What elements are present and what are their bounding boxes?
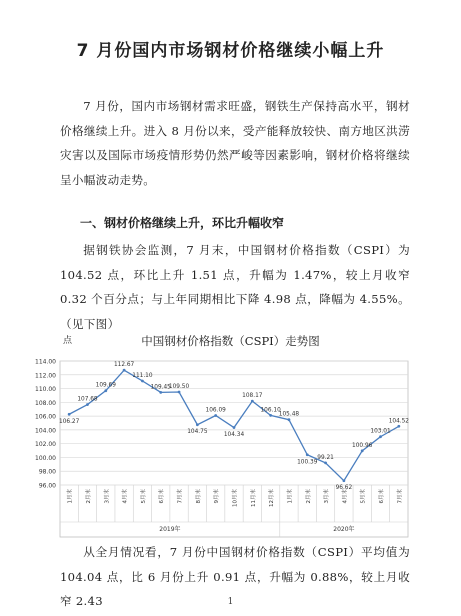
x-tick-label: 12月末: [269, 489, 276, 507]
data-point: [159, 391, 162, 394]
data-point: [123, 369, 126, 372]
data-label: 106.27: [59, 418, 80, 425]
y-tick-label: 110.00: [35, 386, 56, 394]
data-point: [342, 479, 345, 482]
data-point: [68, 413, 71, 416]
x-tick-label: 1月末: [287, 489, 294, 504]
x-tick-label: 8月末: [195, 489, 202, 504]
data-label: 107.68: [77, 396, 98, 403]
data-label: 104.34: [223, 432, 245, 439]
x-tick-label: 10月末: [232, 489, 239, 507]
data-label: 109.45: [150, 384, 171, 391]
x-tick-label: 5月末: [140, 489, 147, 504]
x-tick-label: 2月末: [85, 489, 92, 504]
data-label: 109.69: [95, 382, 116, 389]
chart-title: 中国钢材价格指数（CSPI）走势图: [141, 334, 320, 348]
data-point: [233, 426, 236, 429]
y-tick-label: 114.00: [35, 358, 56, 366]
series-line: [69, 370, 399, 481]
document-title: 7 月份国内市场钢材价格继续小幅上升: [76, 41, 385, 61]
data-label: 99.21: [317, 454, 334, 461]
x-tick-label: 11月末: [250, 489, 257, 507]
data-label: 112.67: [113, 362, 135, 369]
data-point: [397, 425, 400, 428]
section-paragraph: 据钢铁协会监测，7 月末，中国钢材价格指数（CSPI）为 104.52 点，环比上升 1.51 点，升幅为 1.47%，较上月收窄 0.32 个百分点；与上年同期相比下降 4.98 点，降幅为 4.55%。（见下图）: [60, 243, 410, 331]
group-label: 2020年: [333, 526, 355, 533]
y-tick-label: 104.00: [35, 427, 56, 435]
data-point: [288, 418, 291, 421]
data-label: 109.50: [168, 384, 190, 390]
data-point: [141, 380, 144, 383]
data-label: 100.96: [352, 442, 373, 449]
x-tick-label: 1月末: [67, 489, 74, 504]
x-tick-label: 6月末: [379, 489, 386, 504]
data-label: 105.48: [278, 411, 300, 418]
data-label: 111.10: [132, 372, 153, 379]
page-number: 1: [227, 597, 234, 607]
x-tick-label: 4月末: [122, 489, 129, 504]
intro-paragraph: 7 月份，国内市场钢材需求旺盛，钢铁生产保持高水平，钢材价格继续上升。进入 8 月份以来，受产能释放较快、南方地区洪涝灾害以及国际市场疫情形势仍然严峻等因素影响，钢材价格将继续呈小幅波动走势。: [60, 99, 410, 187]
data-point: [269, 414, 272, 417]
data-label: 106.10: [260, 407, 281, 414]
chart-unit-label: 点: [63, 336, 73, 346]
y-tick-label: 106.00: [35, 413, 56, 421]
data-point: [361, 449, 364, 452]
y-tick-label: 112.00: [35, 372, 56, 380]
x-tick-label: 3月末: [324, 489, 331, 504]
data-point: [306, 453, 309, 456]
x-tick-label: 4月末: [342, 489, 349, 504]
y-tick-label: 96.00: [38, 482, 56, 490]
x-tick-label: 7月末: [397, 489, 404, 504]
data-point: [379, 435, 382, 438]
section-heading: 一、钢材价格继续上升，环比升幅收窄: [80, 216, 285, 230]
data-point: [178, 391, 181, 394]
data-label: 106.09: [205, 407, 226, 414]
x-tick-label: 6月末: [159, 489, 166, 504]
data-label: 104.75: [187, 429, 208, 436]
data-label: 96.62: [335, 485, 353, 492]
group-label: 2019年: [159, 526, 181, 533]
data-point: [214, 414, 217, 417]
data-label: 108.17: [242, 393, 263, 400]
x-tick-label: 9月末: [214, 489, 221, 504]
data-label: 104.52: [388, 418, 409, 425]
x-tick-label: 2月末: [305, 489, 312, 504]
x-tick-label: 3月末: [104, 489, 111, 504]
y-tick-label: 108.00: [35, 399, 56, 407]
data-point: [324, 461, 327, 464]
data-label: 103.01: [370, 428, 391, 435]
data-point: [104, 389, 107, 392]
x-tick-label: 7月末: [177, 489, 184, 504]
y-tick-label: 98.00: [38, 468, 56, 476]
x-tick-label: 5月末: [360, 489, 367, 504]
closing-paragraph: 从全月情况看，7 月份中国钢材价格指数（CSPI）平均值为 104.04 点，比 6 月份上升 0.91 点，升幅为 0.88%，较上月收窄 2.43: [60, 545, 410, 608]
data-point: [251, 400, 254, 403]
data-point: [86, 403, 89, 406]
y-tick-label: 100.00: [35, 454, 56, 462]
data-point: [196, 423, 199, 426]
data-label: 100.39: [297, 459, 318, 466]
y-tick-label: 102.00: [35, 441, 56, 449]
